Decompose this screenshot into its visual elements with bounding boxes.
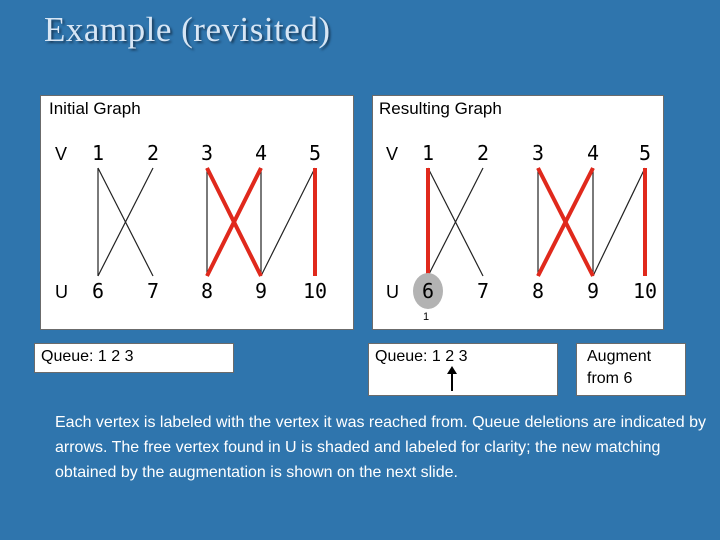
result-v-vertex: 2 (476, 141, 490, 165)
result-v-vertex: 4 (586, 141, 600, 165)
resulting-graph-diagram (386, 141, 657, 309)
resulting-queue-text: Queue: 1 2 3 (375, 348, 468, 365)
augment-line-2: from 6 (587, 370, 633, 387)
initial-u-vertex: 7 (146, 279, 160, 303)
shaded-vertex-sublabel: 1 (423, 311, 430, 323)
initial-u-vertex: 8 (200, 279, 214, 303)
queue-deletion-arrow-icon (442, 366, 462, 392)
initial-row-label: V (55, 144, 68, 164)
initial-v-vertex: 2 (146, 141, 160, 165)
initial-queue-box (34, 343, 234, 373)
initial-u-vertex: 6 (91, 279, 105, 303)
initial-v-vertex: 4 (254, 141, 268, 165)
resulting-graph-label: Resulting Graph (379, 99, 502, 118)
initial-v-vertex: 5 (308, 141, 322, 165)
initial-graph-label: Initial Graph (49, 99, 141, 118)
resulting-queue-box (368, 343, 558, 396)
result-v-vertex: 5 (638, 141, 652, 165)
result-row-label: U (386, 282, 399, 302)
slide-title: Example (revisited) (44, 10, 331, 49)
result-u-vertex: 10 (632, 279, 658, 303)
initial-queue-text: Queue: 1 2 3 (41, 348, 134, 365)
augment-note (576, 343, 686, 396)
initial-u-vertex: 9 (254, 279, 268, 303)
initial-u-vertex: 10 (302, 279, 328, 303)
initial-row-label: U (55, 282, 68, 302)
result-v-vertex: 3 (531, 141, 545, 165)
initial-edge (261, 168, 315, 276)
result-u-vertex: 8 (531, 279, 545, 303)
result-u-vertex: 7 (476, 279, 490, 303)
result-u-vertex: 9 (586, 279, 600, 303)
result-edge (593, 168, 645, 276)
augment-line-1: Augment (587, 348, 652, 365)
result-v-vertex: 1 (421, 141, 435, 165)
result-row-label: V (386, 144, 399, 164)
result-u-vertex: 6 (421, 279, 435, 303)
initial-v-vertex: 1 (91, 141, 105, 165)
slide-caption: Each vertex is labeled with the vertex it was reached from. Queue deletions are indicated by arrows. The free vertex found in U is shaded and labeled for clarity; the new matching obtained by the augmentation is shown on the next slide. (55, 414, 707, 481)
initial-v-vertex: 3 (200, 141, 214, 165)
initial-graph-diagram (55, 141, 327, 303)
